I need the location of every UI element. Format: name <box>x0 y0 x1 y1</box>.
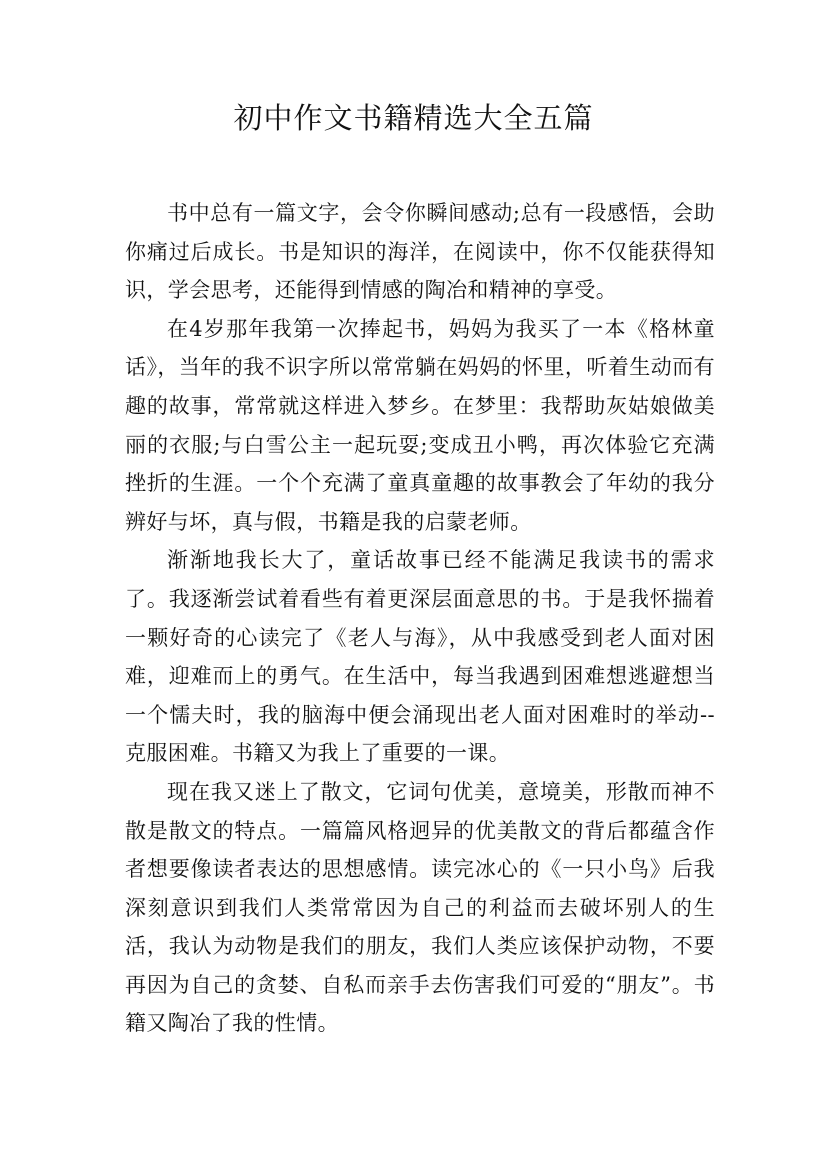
paragraph-2: 在4岁那年我第一次捧起书，妈妈为我买了一本《格林童话》，当年的我不识字所以常常躺在妈妈的怀里，听着生动而有趣的故事，常常就这样进入梦乡。在梦里：我帮助灰姑娘做美丽的衣服;与白雪公主一起玩耍;变成丑小鸭，再次体验它充满挫折的生涯。一个个充满了童真童趣的故事教会了年幼的我分辨好与坏，真与假，书籍是我的启蒙老师。 <box>125 316 715 534</box>
paragraph-4: 现在我又迷上了散文，它词句优美，意境美，形散而神不散是散文的特点。一篇篇风格迥异的优美散文的背后都蕴含作者想要像读者表达的思想感情。读完冰心的《一只小鸟》后我深刻意识到我们人类常常因为自己的利益而去破坏别人的生活，我认为动物是我们的朋友，我们人类应该保护动物，不要再因为自己的贪婪、自私而亲手去伤害我们可爱的“朋友”。书籍又陶冶了我的性情。 <box>125 779 715 1036</box>
paragraph-1: 书中总有一篇文字，会令你瞬间感动;总有一段感悟，会助你痛过后成长。书是知识的海洋，在阅读中，你不仅能获得知识，学会思考，还能得到情感的陶冶和精神的享受。 <box>125 201 715 303</box>
document-title: 初中作文书籍精选大全五篇 <box>233 101 594 135</box>
document-body <box>125 194 715 1043</box>
paragraph-3: 渐渐地我长大了，童话故事已经不能满足我读书的需求了。我逐渐尝试着看些有着更深层面意思的书。于是我怀揣着一颗好奇的心读完了《老人与海》，从中我感受到老人面对困难，迎难而上的勇气。在生活中，每当我遇到困难想逃避想当一个懦夫时，我的脑海中便会涌现出老人面对困难时的举动--克服困难。书籍又为我上了重要的一课。 <box>125 548 715 766</box>
